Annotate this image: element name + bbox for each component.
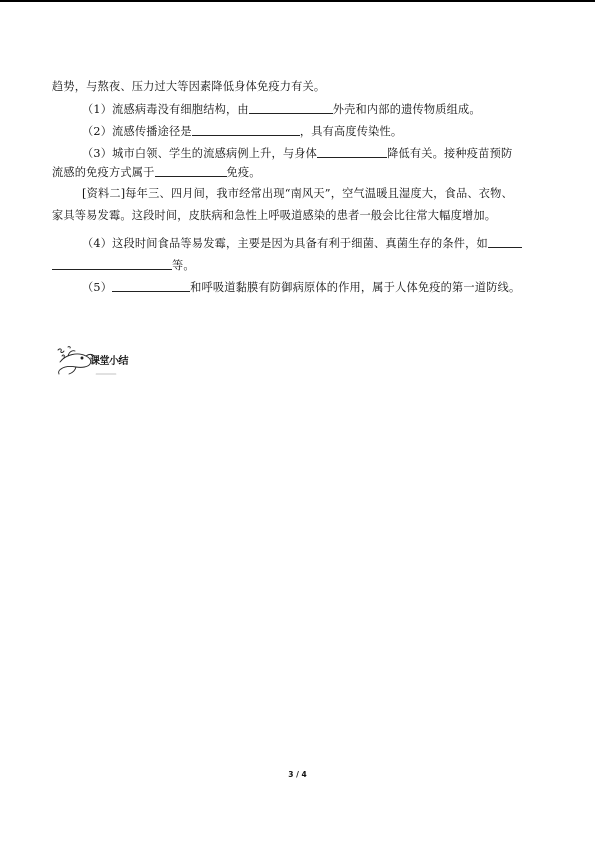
question-4-text-b: 等。 (172, 259, 195, 272)
answer-blank-1[interactable] (249, 102, 333, 114)
page-number: 3 / 4 (288, 770, 307, 779)
question-3-text-d: 免疫。 (226, 166, 261, 179)
question-3-text-a: （3）城市白领、学生的流感病例上升，与身体 (82, 147, 318, 160)
question-5 (52, 280, 552, 295)
text-line-continuation (52, 80, 552, 94)
text-continuation: 趋势，与熬夜、压力过大等因素降低身体免疫力有关。 (52, 80, 326, 93)
question-1-text-b: 外壳和内部的遗传物质组成。 (332, 103, 481, 116)
answer-blank-5[interactable] (112, 280, 190, 292)
question-3-line-2 (52, 165, 552, 180)
question-5-text-b: 和呼吸道黏膜有防御病原体的作用，属于人体免疫的第一道防线。 (190, 281, 521, 294)
header-rule (0, 0, 595, 2)
answer-blank-2[interactable] (192, 124, 300, 136)
material-2-line-2 (52, 209, 552, 223)
material-2-line-1 (52, 187, 552, 201)
material-2-text-b: 家具等易发霉。这段时间，皮肤病和急性上呼吸道感染的患者一般会比往常大幅度增加。 (52, 209, 497, 222)
question-1 (52, 102, 552, 117)
question-2 (52, 124, 552, 139)
question-3-text-c: 流感的免疫方式属于 (52, 166, 155, 179)
question-4 (52, 236, 552, 251)
question-2-text-b: ，具有高度传染性。 (299, 125, 403, 138)
question-4-text-a: （4）这段时间食品等易发霉，主要是因为具备有利于细菌、真菌生存的条件，如 (82, 237, 488, 250)
question-4-line-2 (52, 258, 552, 273)
class-summary-title: 课堂小结 (90, 356, 128, 367)
question-1-text-a: （1）流感病毒没有细胞结构，由 (82, 103, 249, 116)
answer-blank-3b[interactable] (155, 165, 227, 177)
material-2-text-a: [资料二]每年三、四月间，我市经常出现“南风天”，空气温暖且湿度大，食品、衣物、 (82, 187, 513, 200)
question-2-text-a: （2）流感传播途径是 (82, 125, 192, 138)
answer-blank-3a[interactable] (317, 146, 387, 158)
question-3-text-b: 降低有关。接种疫苗预防 (387, 147, 513, 160)
answer-blank-4a[interactable] (488, 236, 522, 248)
question-3 (52, 146, 552, 161)
answer-blank-4b[interactable] (52, 258, 172, 270)
question-5-text-a: （5） (82, 281, 113, 294)
